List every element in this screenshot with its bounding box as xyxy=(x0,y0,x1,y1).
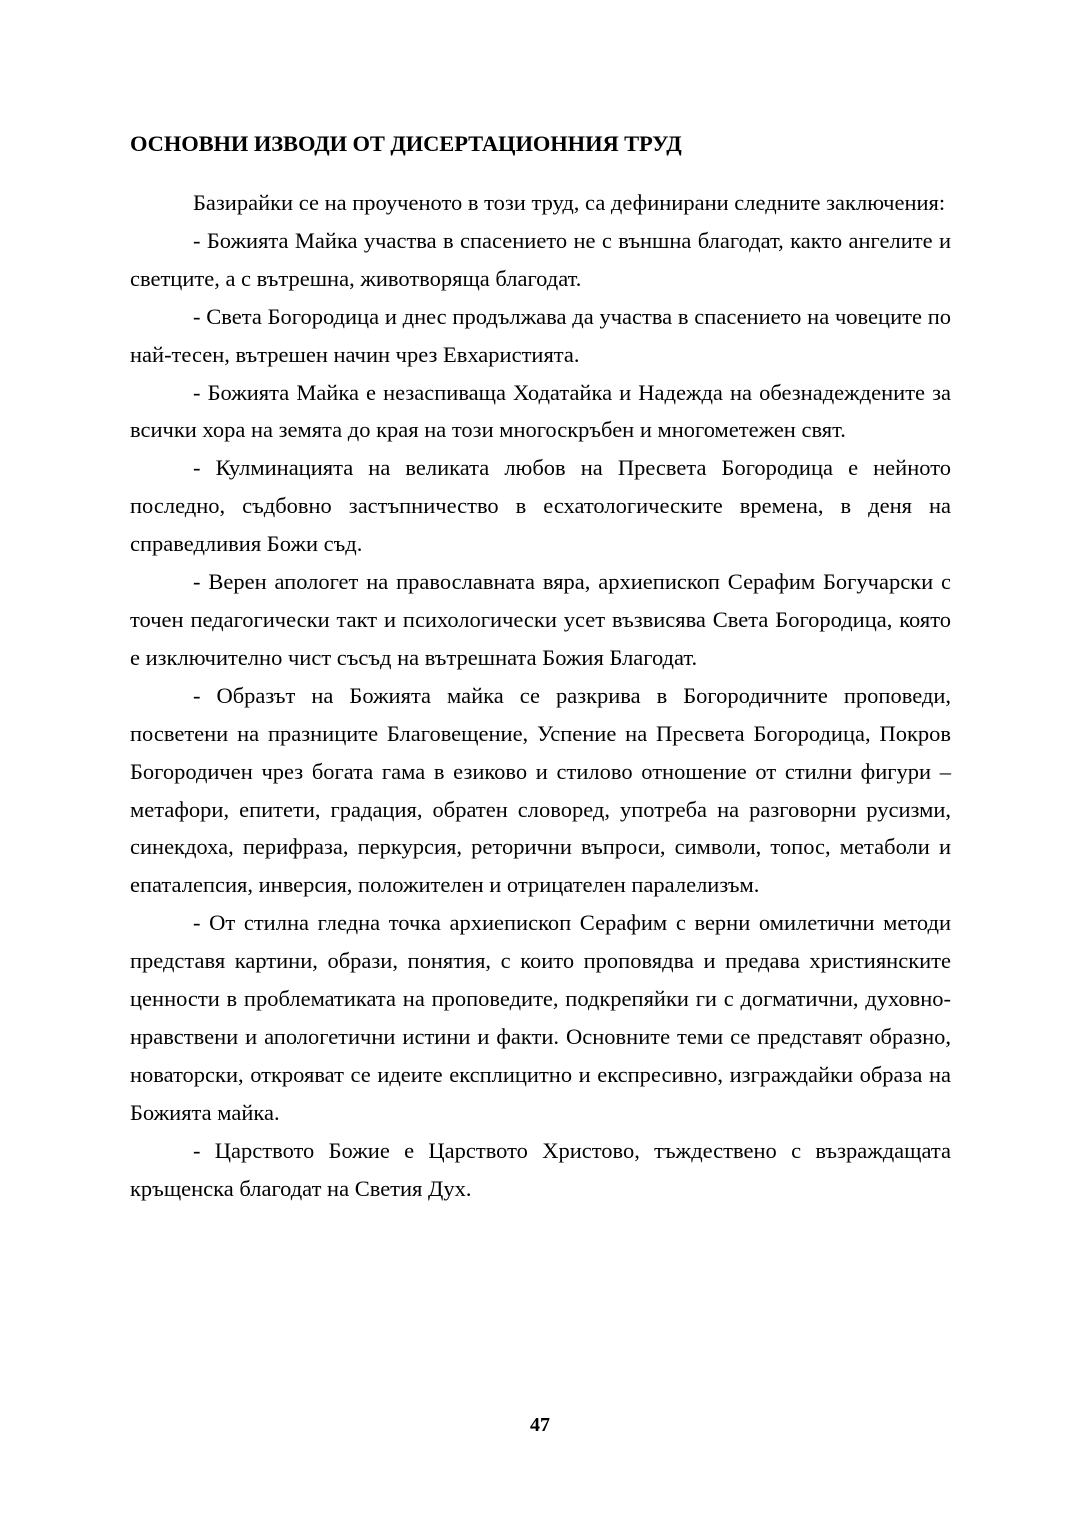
paragraph-conclusion-3: - Божията Майка е незаспиваща Ходатайка и Надежда на обезнадеждените за всички хора на земята до края на този многоскръбен и многометежен свят. xyxy=(130,379,951,443)
body-text xyxy=(130,184,951,1207)
paragraph-conclusion-8: - Царството Божие е Царството Христово, тъждествено с възраждащата кръщенска благодат на Светия Дух. xyxy=(130,1137,951,1201)
page-title: ОСНОВНИ ИЗВОДИ ОТ ДИСЕРТАЦИОННИЯ ТРУД xyxy=(130,131,682,156)
paragraph-conclusion-7: - От стилна гледна точка архиепископ Серафим с верни омилетични методи представя картини, образи, понятия, с които проповядва и предава християнските ценности в проблематиката на проповедите, подкрепяйки ги с догматични, духовно-нравствени и апологетични истини и факти. Основните теми се представят образно, новаторски, открояват се идеите експлицитно и експресивно, изграждайки образа на Божията майка. xyxy=(130,910,951,1125)
paragraph-conclusion-6: - Образът на Божията майка се разкрива в Богородичните проповеди, посветени на празниците Благовещение, Успение на Пресвета Богородица, Покров Богородичен чрез богата гама в езиково и стилово отношение от стилни фигури – метафори, епитети, градация, обратен словоред, употреба на разговорни русизми, синекдоха, перифраза, перкурсия, реторични въпроси, символи, топос, метаболи и епаталепсия, инверсия, положителен и отрицателен паралелизъм. xyxy=(130,682,951,898)
paragraph-conclusion-4: - Кулминацията на великата любов на Пресвета Богородица е нейното последно, съдбовно застъпничество в есхатологическите времена, в деня на справедливия Божи съд. xyxy=(130,455,951,557)
paragraph-conclusion-1: - Божията Майка участва в спасението не с външна благодат, както ангелите и светците, а с вътрешна, животворяща благодат. xyxy=(130,227,951,291)
page-number: 47 xyxy=(530,1414,550,1436)
paragraph-conclusion-5: - Верен апологет на православната вяра, архиепископ Серафим Богучарски с точен педагогически такт и психологически усет възвисява Света Богородица, която е изключително чист съсъд на вътрешната Божия Благодат. xyxy=(130,569,951,670)
paragraph-conclusion-2: - Света Богородица и днес продължава да участва в спасението на човеците по най-тесен, вътрешен начин чрез Евхаристията. xyxy=(130,303,951,367)
paragraph-intro: Базирайки се на проученото в този труд, са дефинирани следните заключения: xyxy=(193,190,946,215)
